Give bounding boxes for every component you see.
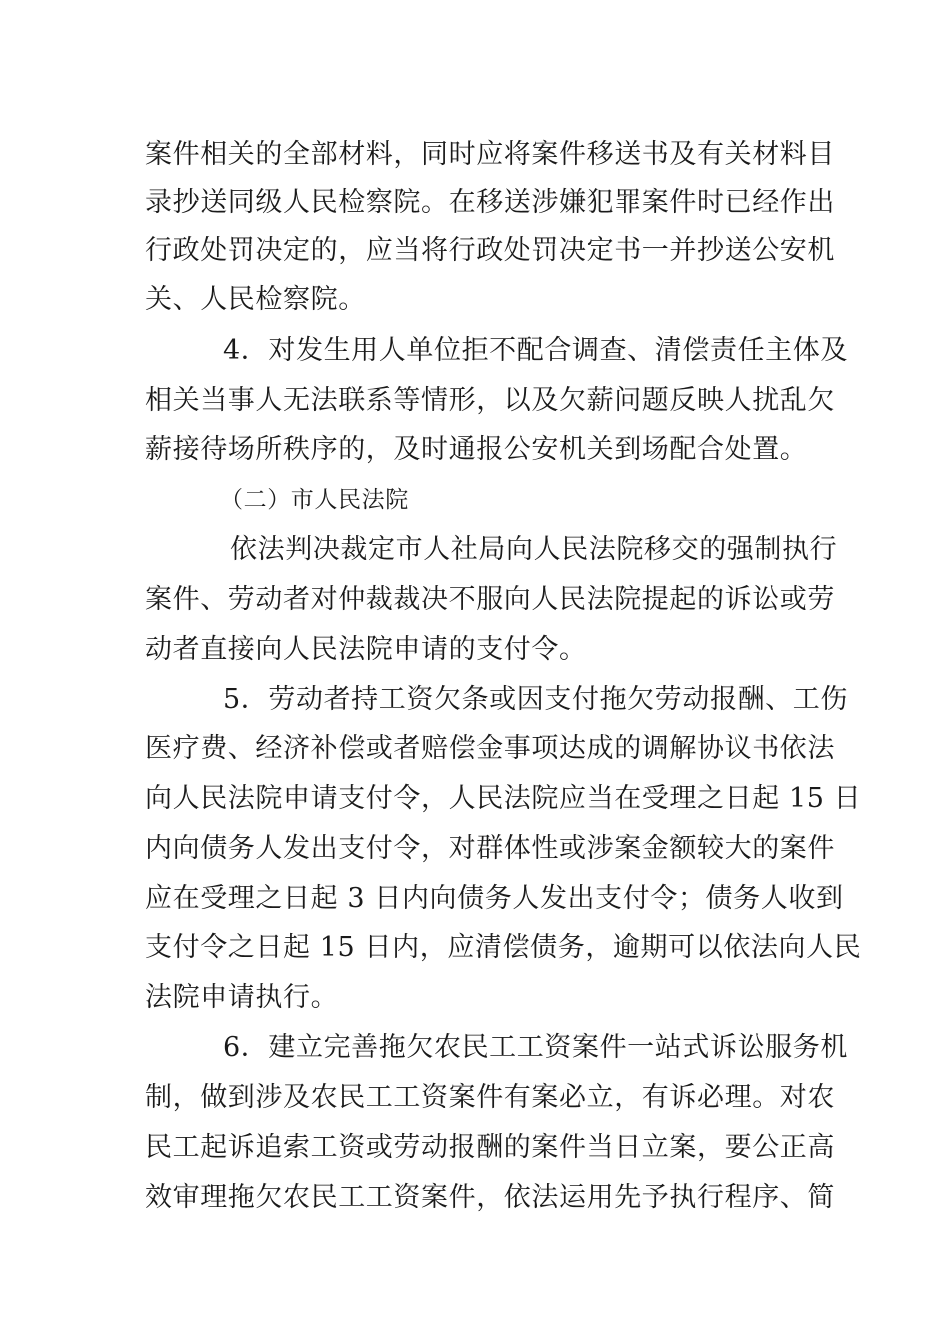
text-line: 效审理拖欠农民工工资案件，依法运用先予执行程序、简 (145, 1182, 835, 1213)
text-line: 制，做到涉及农民工工资案件有案必立，有诉必理。对农 (145, 1082, 835, 1113)
paragraph-start: 依法判决裁定市人社局向人民法院移交的强制执行 (230, 534, 838, 565)
text-line: 薪接待场所秩序的，及时通报公安机关到场配合处置。 (145, 434, 808, 465)
text-line: 相关当事人无法联系等情形，以及欠薪问题反映人扰乱欠 (145, 385, 835, 416)
text-line: 法院申请执行。 (145, 982, 339, 1013)
numbered-paragraph-start: 4．对发生用人单位拒不配合调查、清偿责任主体及 (223, 335, 848, 366)
text-line: 民工起诉追索工资或劳动报酬的案件当日立案，要公正高 (145, 1132, 835, 1163)
text-line: 向人民法院申请支付令，人民法院应当在受理之日起 15 日 (145, 783, 862, 814)
text-line: 动者直接向人民法院申请的支付令。 (145, 634, 587, 665)
text-line: 行政处罚决定的，应当将行政处罚决定书一并抄送公安机 (145, 235, 835, 266)
text-line: 案件、劳动者对仲裁裁决不服向人民法院提起的诉讼或劳 (145, 584, 835, 615)
text-line: 医疗费、经济补偿或者赔偿金事项达成的调解协议书依法 (145, 733, 835, 764)
text-line: 内向债务人发出支付令，对群体性或涉案金额较大的案件 (145, 833, 835, 864)
text-line: 录抄送同级人民检察院。在移送涉嫌犯罪案件时已经作出 (145, 187, 835, 218)
text-line: 案件相关的全部材料，同时应将案件移送书及有关材料目 (145, 139, 835, 170)
text-line: 关、人民检察院。 (145, 284, 366, 315)
text-line: 应在受理之日起 3 日内向债务人发出支付令；债务人收到 (145, 883, 844, 914)
numbered-paragraph-start: 5．劳动者持工资欠条或因支付拖欠劳动报酬、工伤 (223, 684, 848, 715)
section-heading: （二）市人民法院 (220, 487, 409, 513)
numbered-paragraph-start: 6．建立完善拖欠农民工工资案件一站式诉讼服务机 (223, 1032, 848, 1063)
text-line: 支付令之日起 15 日内，应清偿债务，逾期可以依法向人民 (145, 932, 862, 963)
